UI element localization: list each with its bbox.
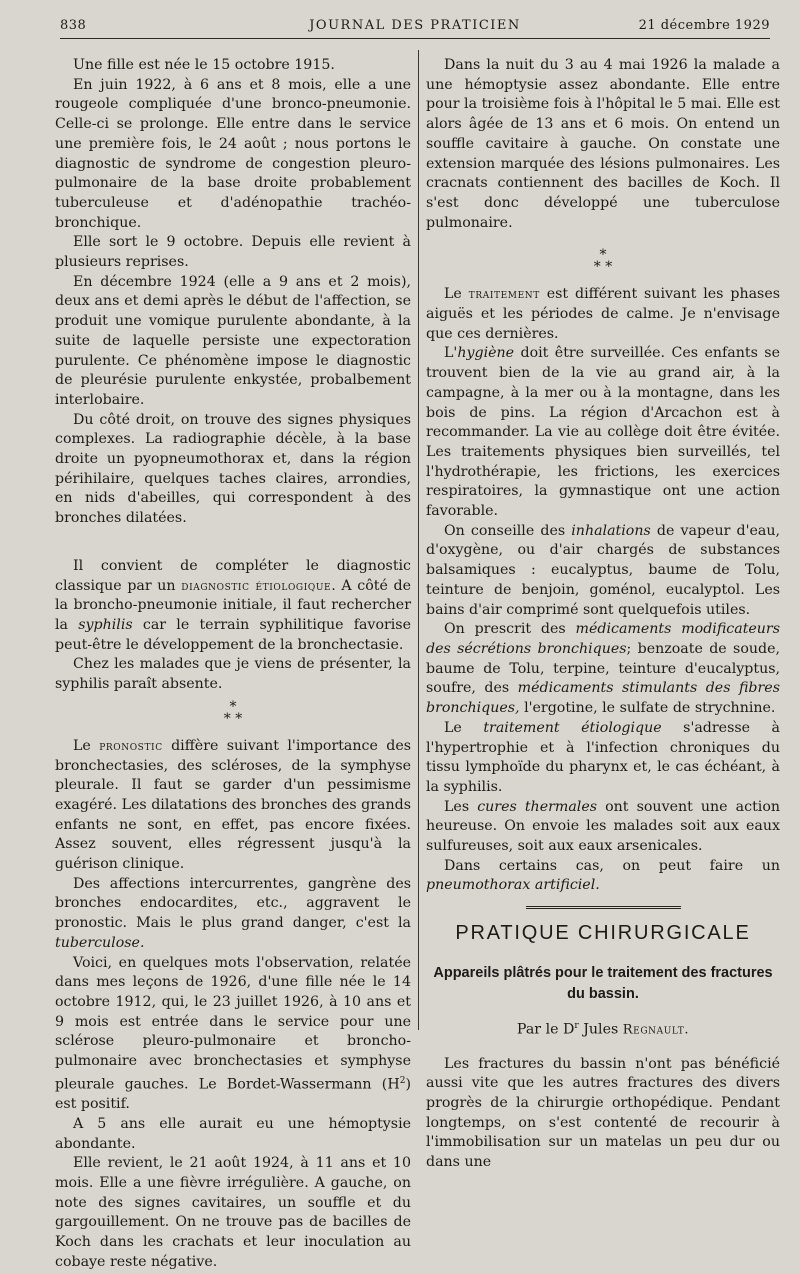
journal-title: JOURNAL DES PRATICIEN	[309, 18, 521, 33]
paragraph-medicaments: On prescrit des médicaments modificateurs des sécrétions bronchiques; benzoate de soude, baume de Tolu, terpine, teinture d'eucalyptus, soufre, des médicaments stimulants des fibres bronchiques, l'ergotine, le sulfate de strychnine.	[426, 621, 780, 717]
paragraph: Dans la nuit du 3 au 4 mai 1926 la malade a une hémoptysie assez abondante. Elle entre pour la troisième fois à l'hôpital le 5 mai. Elle est alors âgée de 13 ans et 6 mois. On entend un souffle cavitaire à gauche. On constate une extension marquée des lésions pulmonaires. Les cracnats contiennent des bacilles de Koch. Il s'est donc développé une tuberculose pulmonaire.	[426, 57, 780, 231]
paragraph-pneumothorax: Dans certains cas, on peut faire un pneumothorax artificiel.	[426, 857, 780, 894]
paragraph: En juin 1922, à 6 ans et 8 mois, elle a une rougeole compliquée d'une bronco-pneumonie. Celle-ci se prolonge. Elle entre dans le service une première fois, le 24 août ; nous portons le diagnostic de syndrome de congestion pleuro-pulmonaire de la base droite probablement tuberculeuse et d'adénopathie trachéo-bronchique.	[55, 76, 411, 231]
paragraph: Du côté droit, on trouve des signes physiques complexes. La radiographie décèle, à la base droite un pyopneumothorax et, dans la région périhilaire, quelques taches claires, arrondies, en nids d'abeilles, qui correspondent à des bronches dilatées.	[55, 411, 411, 527]
left-column	[55, 56, 412, 1270]
paragraph-diagnostic: Il convient de compléter le diagnostic classique par un diagnostic étiologique. A côté de la broncho-pneumonie initiale, il faut rechercher la syphilis car le terrain syphilitique favorise peut-être le développement de la bronchectasie.	[55, 557, 411, 653]
section-rule	[526, 906, 681, 909]
article-byline: Par le $D^r$ Jules Regnault.	[516, 1021, 690, 1038]
italic-term: tuberculose.	[55, 934, 145, 951]
small-caps-term: pronostic	[99, 738, 163, 754]
section-stars: * * *	[223, 698, 243, 727]
paragraph-etiologique: Le traitement étiologique s'adresse à l'hypertrophie et à l'infection chroniques du tissu lymphoïde du pharynx et, le cas échéant, à la syphilis.	[426, 719, 781, 795]
paragraph: Elle sort le 9 octobre. Depuis elle revient à plusieurs reprises.	[55, 234, 411, 271]
paragraph-inhalations: On conseille des inhalations de vapeur d'eau, d'oxygène, ou d'air chargés de substances balsamiques : eucalyptus, baume de Tolu, teinture de benjoin, goménol, eucalyptol. Les bains d'air comprimé sont quelquefois utiles.	[426, 522, 780, 618]
paragraph-traitement: Le traitement est différent suivant les phases aiguës et les périodes de calme. Je n'envisage que ces dernières.	[426, 286, 781, 342]
small-caps-term: traitement	[468, 287, 540, 303]
paragraph: Les fractures du bassin n'ont pas bénéficié aussi vite que les autres fractures des divers progrès de la chirurgie orthopédique. Pendant longtemps, on s'est contenté de recourir à l'immobilisation sur un matelas un peu dur ou dans une	[426, 1055, 780, 1171]
paragraph-cures: Les cures thermales ont souvent une action heureuse. On envoie les malades soit aux eaux sulfureuses, soit aux eaux arsenicales.	[426, 798, 781, 855]
page-header	[60, 14, 770, 39]
paragraph: Chez les malades que je viens de présenter, la syphilis paraît absente.	[55, 656, 411, 693]
page-number: 838	[60, 18, 87, 33]
right-column	[426, 56, 781, 1171]
column-divider	[418, 50, 419, 1030]
paragraph-hygiene: L'hygiène doit être surveillée. Ces enfants se trouvent bien de la vie au grand air, à la campagne, à la mer ou à la montagne, dans les bois de pins. La région d'Arcachon est à recommander. La vie au collège doit être évitée. Les traitements physiques bien surveillés, tel l'hydrothérapie, les frictions, les exercices respiratoires, la gymnastique ont une action favorable.	[426, 345, 780, 520]
small-caps-term: diagnostic étiologique	[181, 578, 332, 594]
issue-date: 21 décembre 1929	[638, 18, 770, 33]
article-title: Appareils plâtrés pour le traitement des fractures du bassin.	[433, 965, 773, 1003]
section-title: PRATIQUE CHIRURGICALE	[455, 922, 751, 945]
paragraph: A 5 ans elle aurait eu une hémoptysie abondante.	[55, 1115, 411, 1152]
paragraph: Elle revient, le 21 août 1924, à 11 ans et 10 mois. Elle a une fièvre irrégulière. A gauche, on note des signes cavitaires, un souffle et du gargouillement. On ne trouve pas de bacilles de Koch dans les crachats et leur inoculation au cobaye reste négative.	[55, 1155, 411, 1270]
paragraph-pronostic: Le pronostic diffère suivant l'importance des bronchectasies, des scléroses, de la symphyse pleurale. Il faut se garder d'un pessimisme exagéré. Les dilatations des bronches des grands enfants ne sont, en effet, pas encore fixées. Assez souvent, elles régressent jusqu'à la guérison clinique.	[55, 737, 412, 873]
italic-term: syphilis	[78, 616, 133, 633]
paragraph: Des affections intercurrentes, gangrène des bronches endocardites, etc., aggravent le pronostic. Mais le plus grand danger, c'est la tuberculose.	[55, 875, 411, 951]
paragraph: En décembre 1924 (elle a 9 ans et 2 mois), deux ans et demi après le début de l'affection, se produit une vomique purulente abondante, à la suite de laquelle persiste une expectoration purulente. Ce phénomène impose le diagnostic de pleurésie purulente enkystée, probalbement interlobaire.	[55, 273, 411, 408]
paragraph: Voici, en quelques mots l'observation, relatée dans mes leçons de 1926, d'une fille née le 14 octobre 1912, qui, le 23 juillet 1926, à 10 ans et 9 mois est entrée dans le service pour une sclérose pleuro-pulmonaire et broncho-pulmonaire avec bronchectasies et symphyse pleurale gauches. Le Bordet-Wassermann $(H^2)$ est positif.	[55, 954, 411, 1113]
section-stars: * * *	[593, 247, 613, 276]
paragraph: Une fille est née le 15 octobre 1915.	[73, 57, 335, 73]
